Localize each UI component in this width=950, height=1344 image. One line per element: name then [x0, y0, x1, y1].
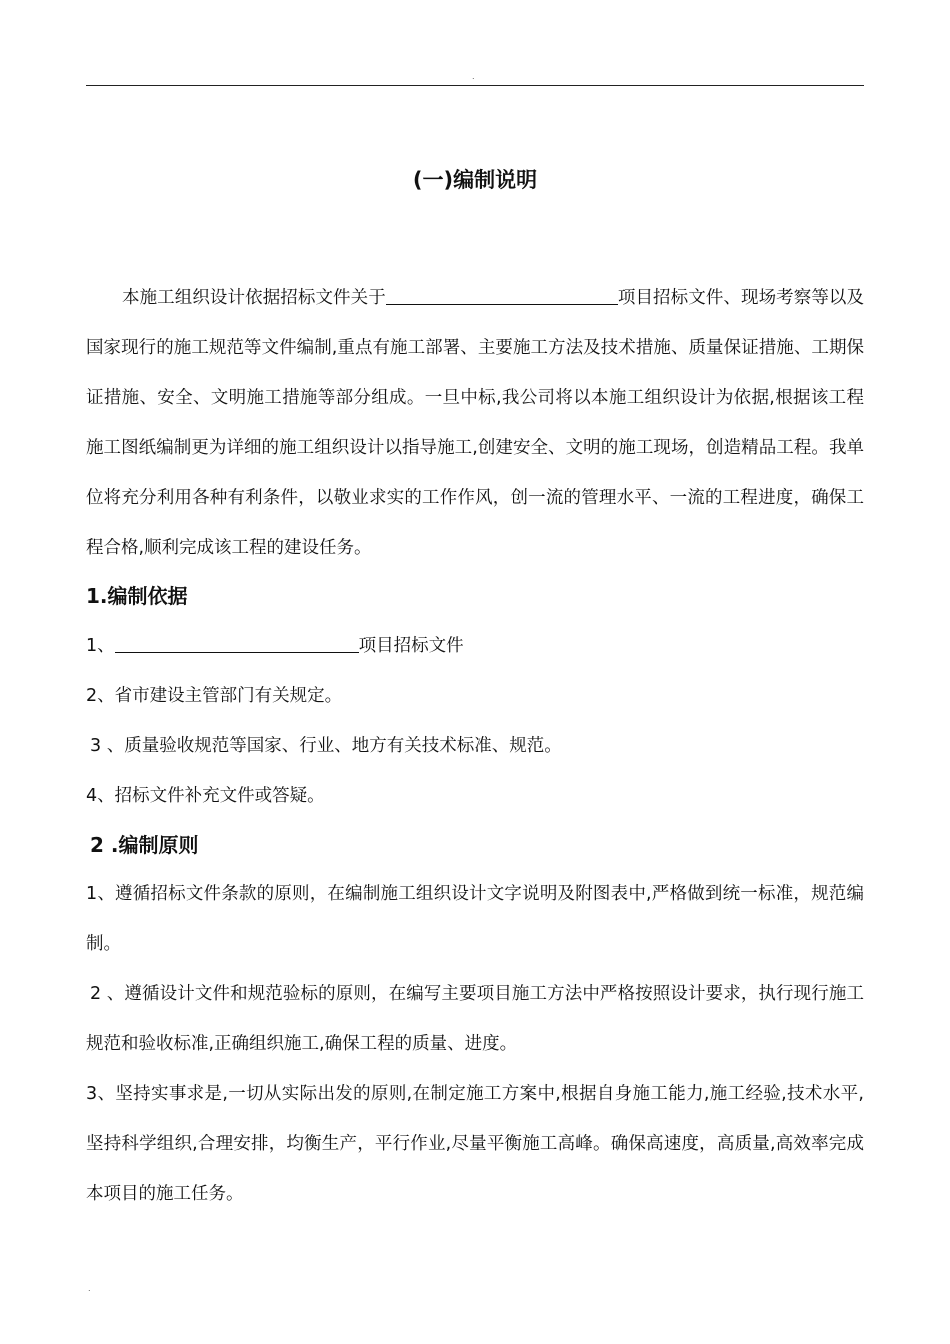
project-name-blank-2 — [115, 634, 359, 653]
header-rule — [86, 85, 864, 86]
project-name-blank — [386, 286, 618, 305]
principle-item-2: 2 、遵循设计文件和规范验标的原则，在编写主要项目施工方法中严格按照设计要求，执行现行施工规范和验收标准,正确组织施工,确保工程的质量、进度。 — [86, 984, 864, 1054]
intro-paragraph — [86, 273, 864, 573]
page-title: (一)编制说明 — [412, 168, 538, 192]
principle-item-3: 3、坚持实事求是,一切从实际出发的原则,在制定施工方案中,根据自身施工能力,施工经验,技术水平,坚持科学组织,合理安排，均衡生产，平行作业,尽量平衡施工高峰。确保高速度，高质量,高效率完成本项目的施工任务。 — [86, 1084, 864, 1204]
basis-item-1 — [86, 631, 864, 661]
footer-mark: . — [88, 1284, 91, 1293]
principle-item-1: 1、遵循招标文件条款的原则，在编制施工组织设计文字说明及附图表中,严格做到统一标准，规范编制。 — [86, 884, 864, 954]
header-mark: . — [472, 72, 475, 81]
basis-item-4: 4、招标文件补充文件或答疑。 — [86, 786, 325, 806]
section-heading-basis: 1.编制依据 — [86, 584, 188, 608]
intro-text-after-blank: 项目招标文件、现场考察等以及国家现行的施工规范等文件编制,重点有施工部署、主要施工方法及技术措施、质量保证措施、工期保证措施、安全、文明施工措施等部分组成。一旦中标,我公司将以本施工组织设计为依据,根据该工程施工图纸编制更为详细的施工组织设计以指导施工,创建安全、文明的施工现场，创造精品工程。我单位将充分利用各种有利条件，以敬业求实的工作作风，创一流的管理水平、一流的工程进度，确保工程合格,顺利完成该工程的建设任务。 — [86, 288, 865, 558]
basis-item-3: 3 、质量验收规范等国家、行业、地方有关技术标准、规范。 — [90, 736, 562, 756]
basis-item-1-text: 项目招标文件 — [358, 636, 464, 656]
basis-item-1-prefix: 1、 — [86, 636, 115, 656]
basis-item-2: 2、省市建设主管部门有关规定。 — [86, 686, 343, 706]
section-heading-principles: 2 .编制原则 — [90, 833, 199, 857]
intro-text-before-blank: 本施工组织设计依据招标文件关于 — [122, 288, 386, 308]
